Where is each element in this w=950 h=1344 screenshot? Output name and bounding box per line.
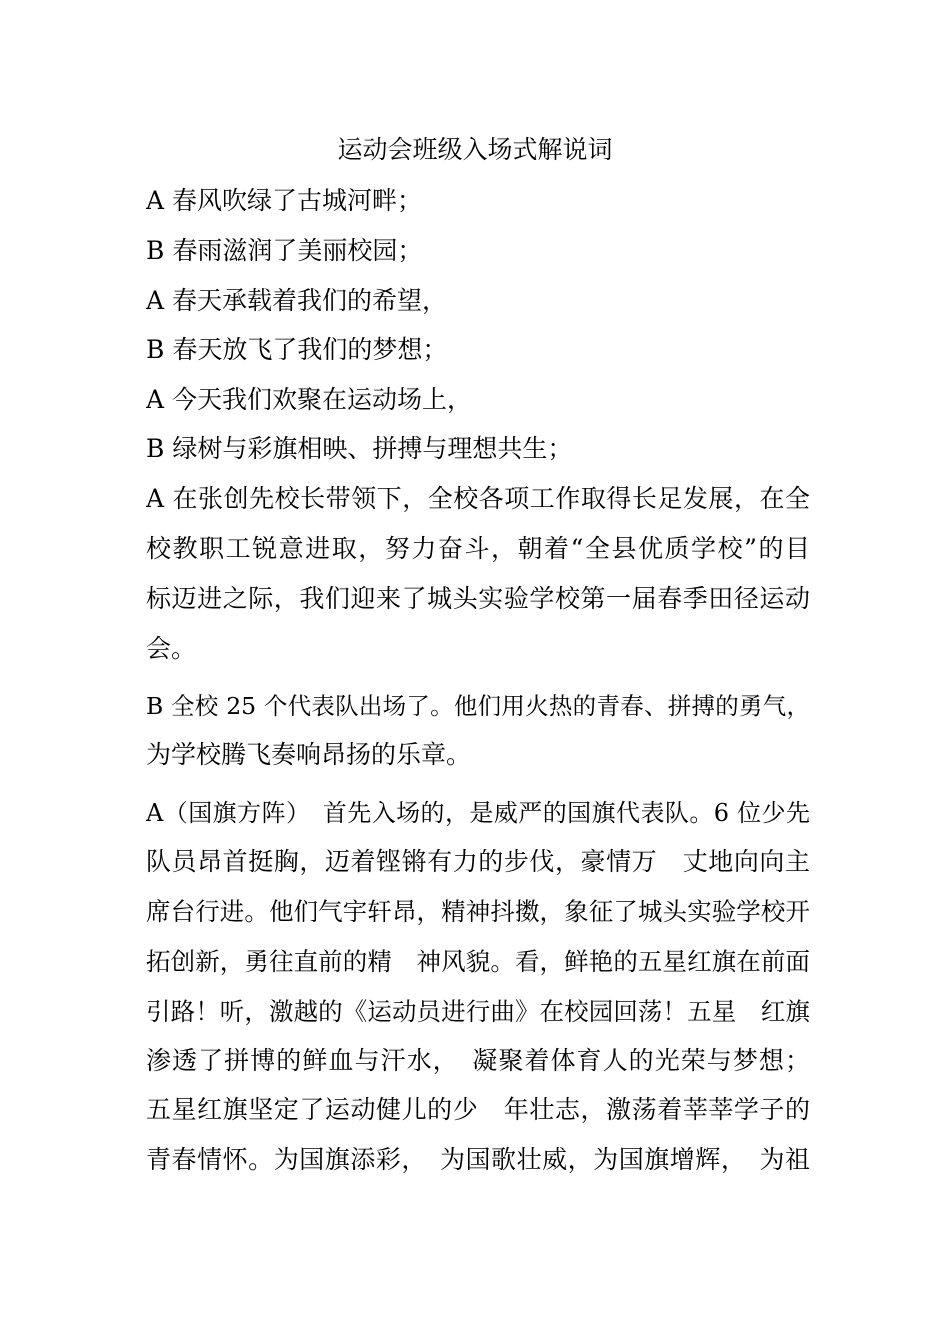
document-title: 运动会班级入场式解说词 — [337, 135, 613, 164]
text-line-13: A（国旗方阵） 首先入场的，是威严的国旗代表队。6 位少先 — [146, 799, 810, 827]
text-line-5: A 今天我们欢聚在运动场上， — [146, 385, 473, 414]
text-line-11: B 全校 25 个代表队出场了。他们用火热的青春、拼搏的勇气， — [146, 692, 810, 720]
text-line-19: 五星红旗坚定了运动健儿的少 年壮志，激荡着莘莘学子的 — [146, 1095, 810, 1124]
text-line-4: B 春天放飞了我们的梦想； — [146, 335, 448, 364]
text-line-3: A 春天承载着我们的希望， — [146, 286, 448, 315]
text-line-7: A 在张创先校长带领下，全校各项工作取得长足发展，在全 — [146, 484, 810, 513]
text-line-16: 拓创新，勇往直前的精 神风貌。看，鲜艳的五星红旗在前面 — [146, 947, 810, 976]
text-line-20: 青春情怀。为国旗添彩， 为国歌壮威，为国旗增辉， 为祖 — [146, 1145, 810, 1174]
text-line-18: 渗透了拼博的鲜血与汗水， 凝聚着体育人的光荣与梦想； — [146, 1046, 810, 1075]
text-line-12: 为学校腾飞奏响昂扬的乐章。 — [146, 740, 472, 769]
text-line-2: B 春雨滋润了美丽校园； — [146, 236, 423, 265]
text-line-17: 引路！听，激越的《运动员进行曲》在校园回荡！五星 红旗 — [146, 997, 810, 1026]
text-line-10: 会。 — [146, 634, 197, 663]
text-line-15: 席台行进。他们气宇轩昂，精神抖擞，象征了城头实验学校开 — [146, 897, 810, 926]
text-line-9: 标迈进之际，我们迎来了城头实验学校第一届春季田径运动 — [146, 584, 810, 613]
text-line-1: A 春风吹绿了古城河畔； — [146, 186, 423, 215]
text-line-6: B 绿树与彩旗相映、拼搏与理想共生； — [146, 434, 573, 463]
text-line-8: 校教职工锐意进取，努力奋斗，朝着“全县优质学校”的目 — [146, 534, 810, 563]
text-line-14: 队员昂首挺胸，迈着铿锵有力的步伐，豪情万 丈地向向主 — [146, 847, 810, 876]
